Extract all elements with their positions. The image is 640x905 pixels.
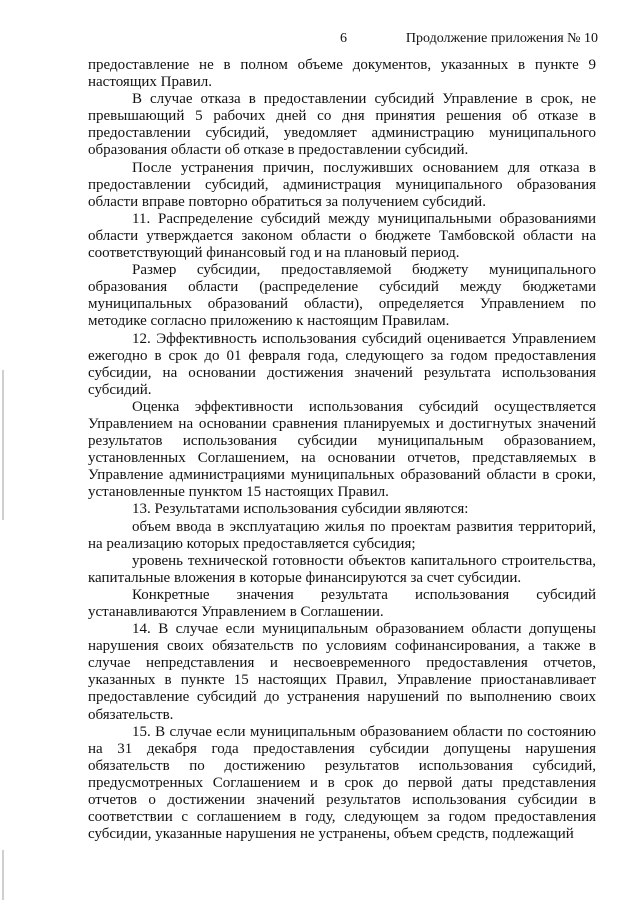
page-number: 6 bbox=[340, 31, 347, 46]
paragraph: объем ввода в эксплуатацию жилья по проектам развития территорий, на реализацию которых предоставляется субсидия; bbox=[88, 518, 596, 552]
paragraph: Конкретные значения результата использования субсидий устанавливаются Управлением в Соглашении. bbox=[88, 586, 596, 620]
paragraph: Оценка эффективности использования субсидий осуществляется Управлением на основании сравнения планируемых и достигнутых значений результатов использования субсидии муниципальным образованием, установленных Соглашением, на основании отчетов, представляемых в Управление администрациями муниципальных образований области в сроки, установленные пунктом 15 настоящих Правил. bbox=[88, 398, 596, 501]
paragraph: 14. В случае если муниципальным образованием области допущены нарушения своих обязательств по условиям софинансирования, а также в случае непредставления и несвоевременного предоставления отчетов, указанных в пункте 15 настоящих Правил, Управление приостанавливает предоставление субсидий до устранения нарушений по выполнению своих обязательств. bbox=[88, 621, 596, 723]
page-header bbox=[0, 30, 640, 50]
paragraph: 13. Результатами использования субсидии являются: bbox=[132, 501, 469, 518]
paragraph: После устранения причин, послуживших основанием для отказа в предоставлении субсидий, администрация муниципального образования области вправе повторно обратиться за получением субсидий. bbox=[88, 159, 596, 210]
document-body bbox=[88, 57, 596, 843]
scan-margin-mark bbox=[2, 850, 4, 900]
paragraph: 11. Распределение субсидий между муниципальными образованиями области утверждается законом области о бюджете Тамбовской области на соответствующий финансовый год и на плановый период. bbox=[88, 210, 596, 262]
paragraph: уровень технической готовности объектов капитального строительства, капитальные вложения в которые финансируются за счет субсидии. bbox=[88, 552, 596, 586]
scan-margin-mark bbox=[2, 370, 4, 520]
paragraph: 15. В случае если муниципальным образованием области по состоянию на 31 декабря года предоставления субсидии допущены нарушения обязательств по достижению результатов использования субсидий, предусмотренных Соглашением и в срок до первой даты представления отчетов о достижении значений результатов использования субсидии в соответствии с соглашением в году, следующем за годом предоставления субсидии, указанные нарушения не устранены, объем средств, подлежащий bbox=[88, 723, 596, 843]
paragraph: 12. Эффективность использования субсидий оценивается Управлением ежегодно в срок до 01 февраля года, следующего за годом предоставления субсидии, на основании достижения значений результата использования субсидий. bbox=[88, 330, 596, 398]
paragraph: В случае отказа в предоставлении субсидий Управление в срок, не превышающий 5 рабочих дней со дня принятия решения об отказе в предоставлении субсидий, уведомляет администрацию муниципального образования области об отказе в предоставлении субсидий. bbox=[88, 91, 596, 159]
paragraph: Размер субсидии, предоставляемой бюджету муниципального образования области (распределение субсидий между бюджетами муниципальных образований области), определяется Управлением по методике согласно приложению к настоящим Правилам. bbox=[88, 262, 596, 330]
paragraph: предоставление не в полном объеме документов, указанных в пункте 9 настоящих Правил. bbox=[88, 57, 596, 91]
appendix-continuation-label: Продолжение приложения № 10 bbox=[405, 31, 598, 46]
